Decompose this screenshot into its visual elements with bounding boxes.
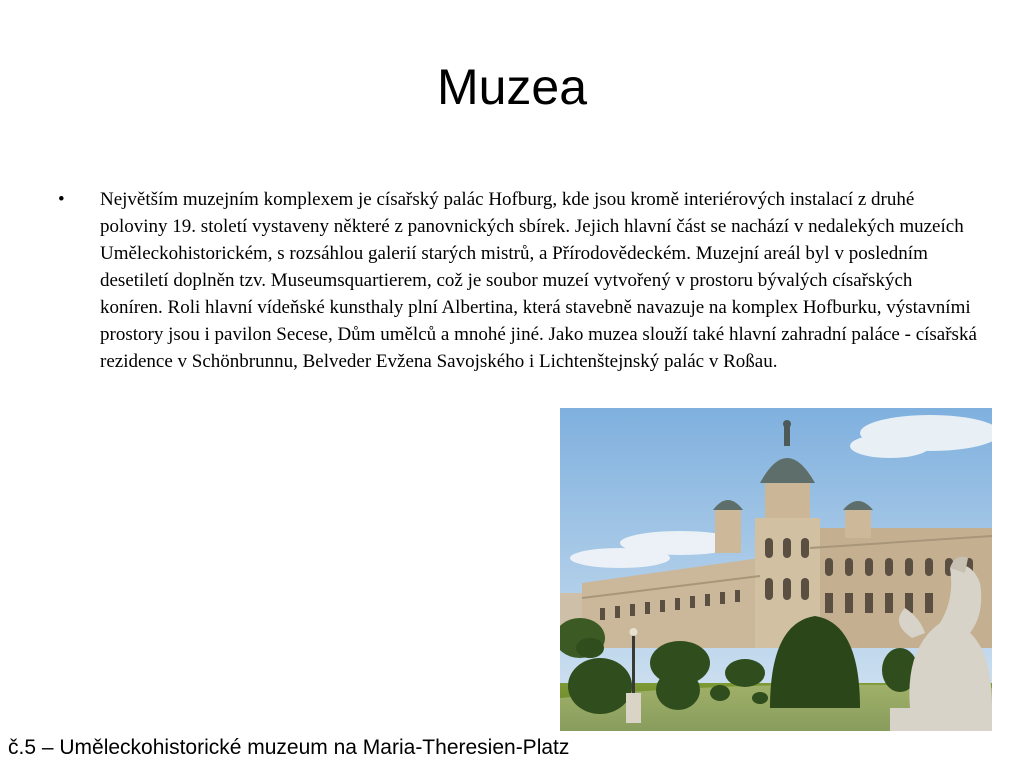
slide-title: Muzea	[436, 59, 588, 115]
bullet-text: Největším muzejním komplexem je císařský palác Hofburg, kde jsou kromě interiérových instalací z druhé poloviny 19. století vystaveny některé z panovnických sbírek. Jejich hlavní část se nachází v nedalekých muzeích Uměleckohistorickém, s rozsáhlou galerií starých mistrů, a Přírodovědeckém. Muzejní areál byl v posledním desetiletí doplněn tzv. Museumsquartierem, což je soubor muzeí vytvořený v prostoru bývalých císařských koníren. Roli hlavní vídeňské kunsthaly plní Albertina, která stavebně navazuje na komplex Hofburku, výstavními prostory jsou i pavilon Secese, Dům umělců a mnohé jiné. Jako muzea slouží také hlavní zahradní paláce - císařská rezidence v Schönbrunnu, Belveder Evžena Savojského i Lichtenštejnský palác v Roßau.	[100, 189, 977, 372]
bullet-icon: •	[58, 189, 65, 210]
museum-photo	[560, 408, 992, 731]
bullet-item	[58, 186, 978, 375]
photo-caption: č.5 – Uměleckohistorické muzeum na Maria-Theresien-Platz	[8, 736, 570, 759]
